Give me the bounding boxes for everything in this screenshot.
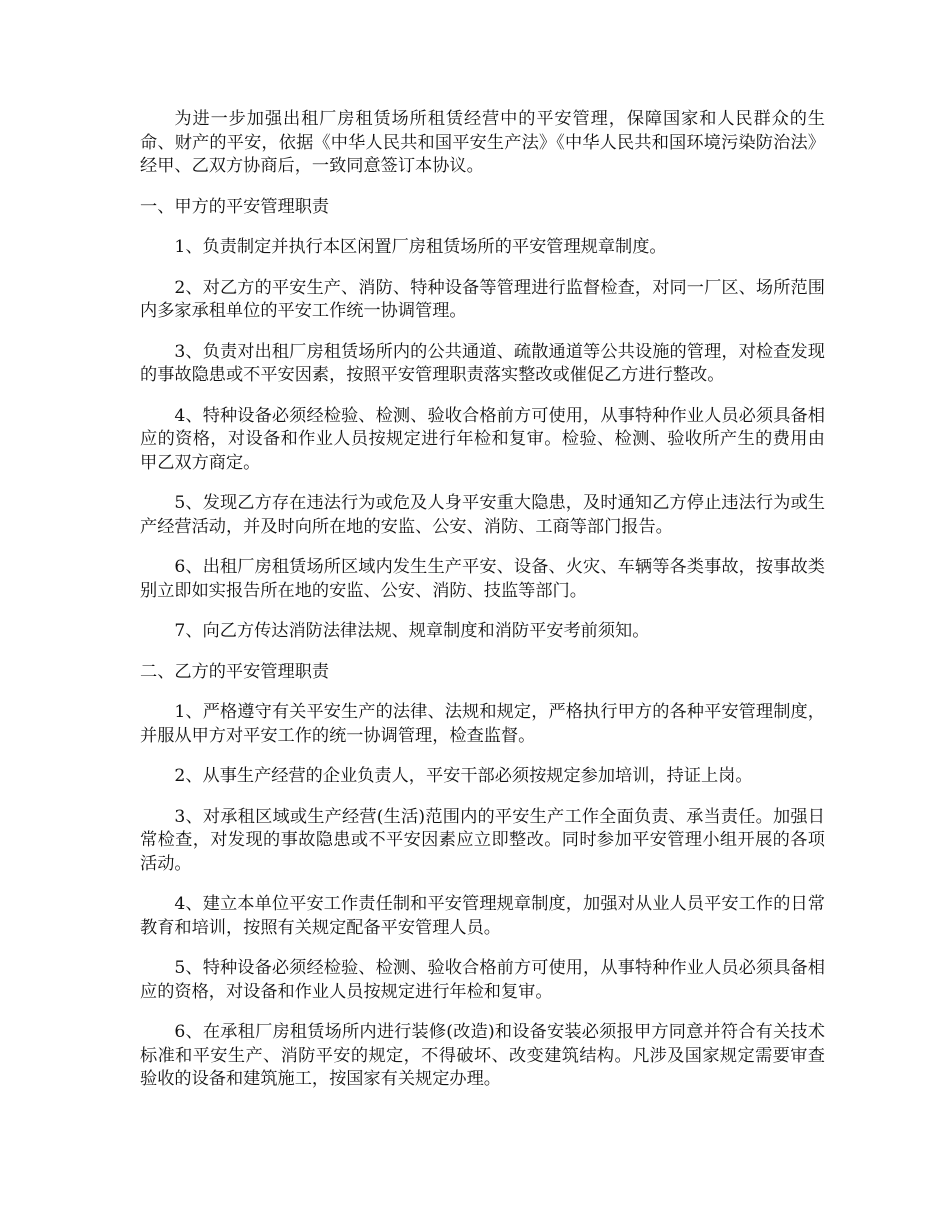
intro-paragraph: 为进一步加强出租厂房租赁场所租赁经营中的平安管理，保障国家和人民群众的生命、财产的平安，依据《中华人民共和国平安生产法》《中华人民共和国环境污染防治法》经甲、乙双方协商后，一致同意签订本协议。 <box>140 109 825 176</box>
party-a-item-7: 7、向乙方传达消防法律法规、规章制度和消防平安考前须知。 <box>174 621 650 641</box>
party-b-item-4: 4、建立本单位平安工作责任制和平安管理规章制度，加强对从业人员平安工作的日常教育和培训，按照有关规定配备平安管理人员。 <box>140 894 825 938</box>
party-a-item-4: 4、特种设备必须经检验、检测、验收合格前方可使用，从事特种作业人员必须具备相应的资格，对设备和作业人员按规定进行年检和复审。检验、检测、验收所产生的费用由甲乙双方商定。 <box>140 405 825 473</box>
party-b-item-3: 3、对承租区域或生产经营(生活)范围内的平安生产工作全面负责、承当责任。加强日常检查，对发现的事故隐患或不平安因素应立即整改。同时参加平安管理小组开展的各项活动。 <box>140 806 825 874</box>
party-b-item-1: 1、严格遵守有关平安生产的法律、法规和规定，严格执行甲方的各种平安管理制度，并服从甲方对平安工作的统一协调管理，检查监督。 <box>140 702 825 746</box>
document-page <box>140 108 825 1109</box>
party-a-item-1: 1、负责制定并执行本区闲置厂房租赁场所的平安管理规章制度。 <box>174 237 667 257</box>
party-a-item-2: 2、对乙方的平安生产、消防、特种设备等管理进行监督检查，对同一厂区、场所范围内多家承租单位的平安工作统一协调管理。 <box>140 277 825 321</box>
party-a-item-5: 5、发现乙方存在违法行为或危及人身平安重大隐患，及时通知乙方停止违法行为或生产经营活动，并及时向所在地的安监、公安、消防、工商等部门报告。 <box>140 493 825 537</box>
party-b-item-6: 6、在承租厂房租赁场所内进行装修(改造)和设备安装必须报甲方同意并符合有关技术标准和平安生产、消防平安的规定，不得破坏、改变建筑结构。凡涉及国家规定需要审查验收的设备和建筑施工，按国家有关规定办理。 <box>140 1022 825 1089</box>
party-a-item-6: 6、出租厂房租赁场所区域内发生生产平安、设备、火灾、车辆等各类事故，按事故类别立即如实报告所在地的安监、公安、消防、技监等部门。 <box>140 557 825 601</box>
party-b-item-2: 2、从事生产经营的企业负责人，平安干部必须按规定参加培训，持证上岗。 <box>174 766 753 786</box>
section-heading-party-a: 一、甲方的平安管理职责 <box>140 196 330 217</box>
party-b-item-5: 5、特种设备必须经检验、检测、验收合格前方可使用，从事特种作业人员必须具备相应的资格，对设备和作业人员按规定进行年检和复审。 <box>140 958 825 1002</box>
party-a-item-3: 3、负责对出租厂房租赁场所内的公共通道、疏散通道等公共设施的管理，对检查发现的事故隐患或不平安因素，按照平安管理职责落实整改或催促乙方进行整改。 <box>140 341 825 385</box>
section-heading-party-b: 二、乙方的平安管理职责 <box>140 661 330 682</box>
